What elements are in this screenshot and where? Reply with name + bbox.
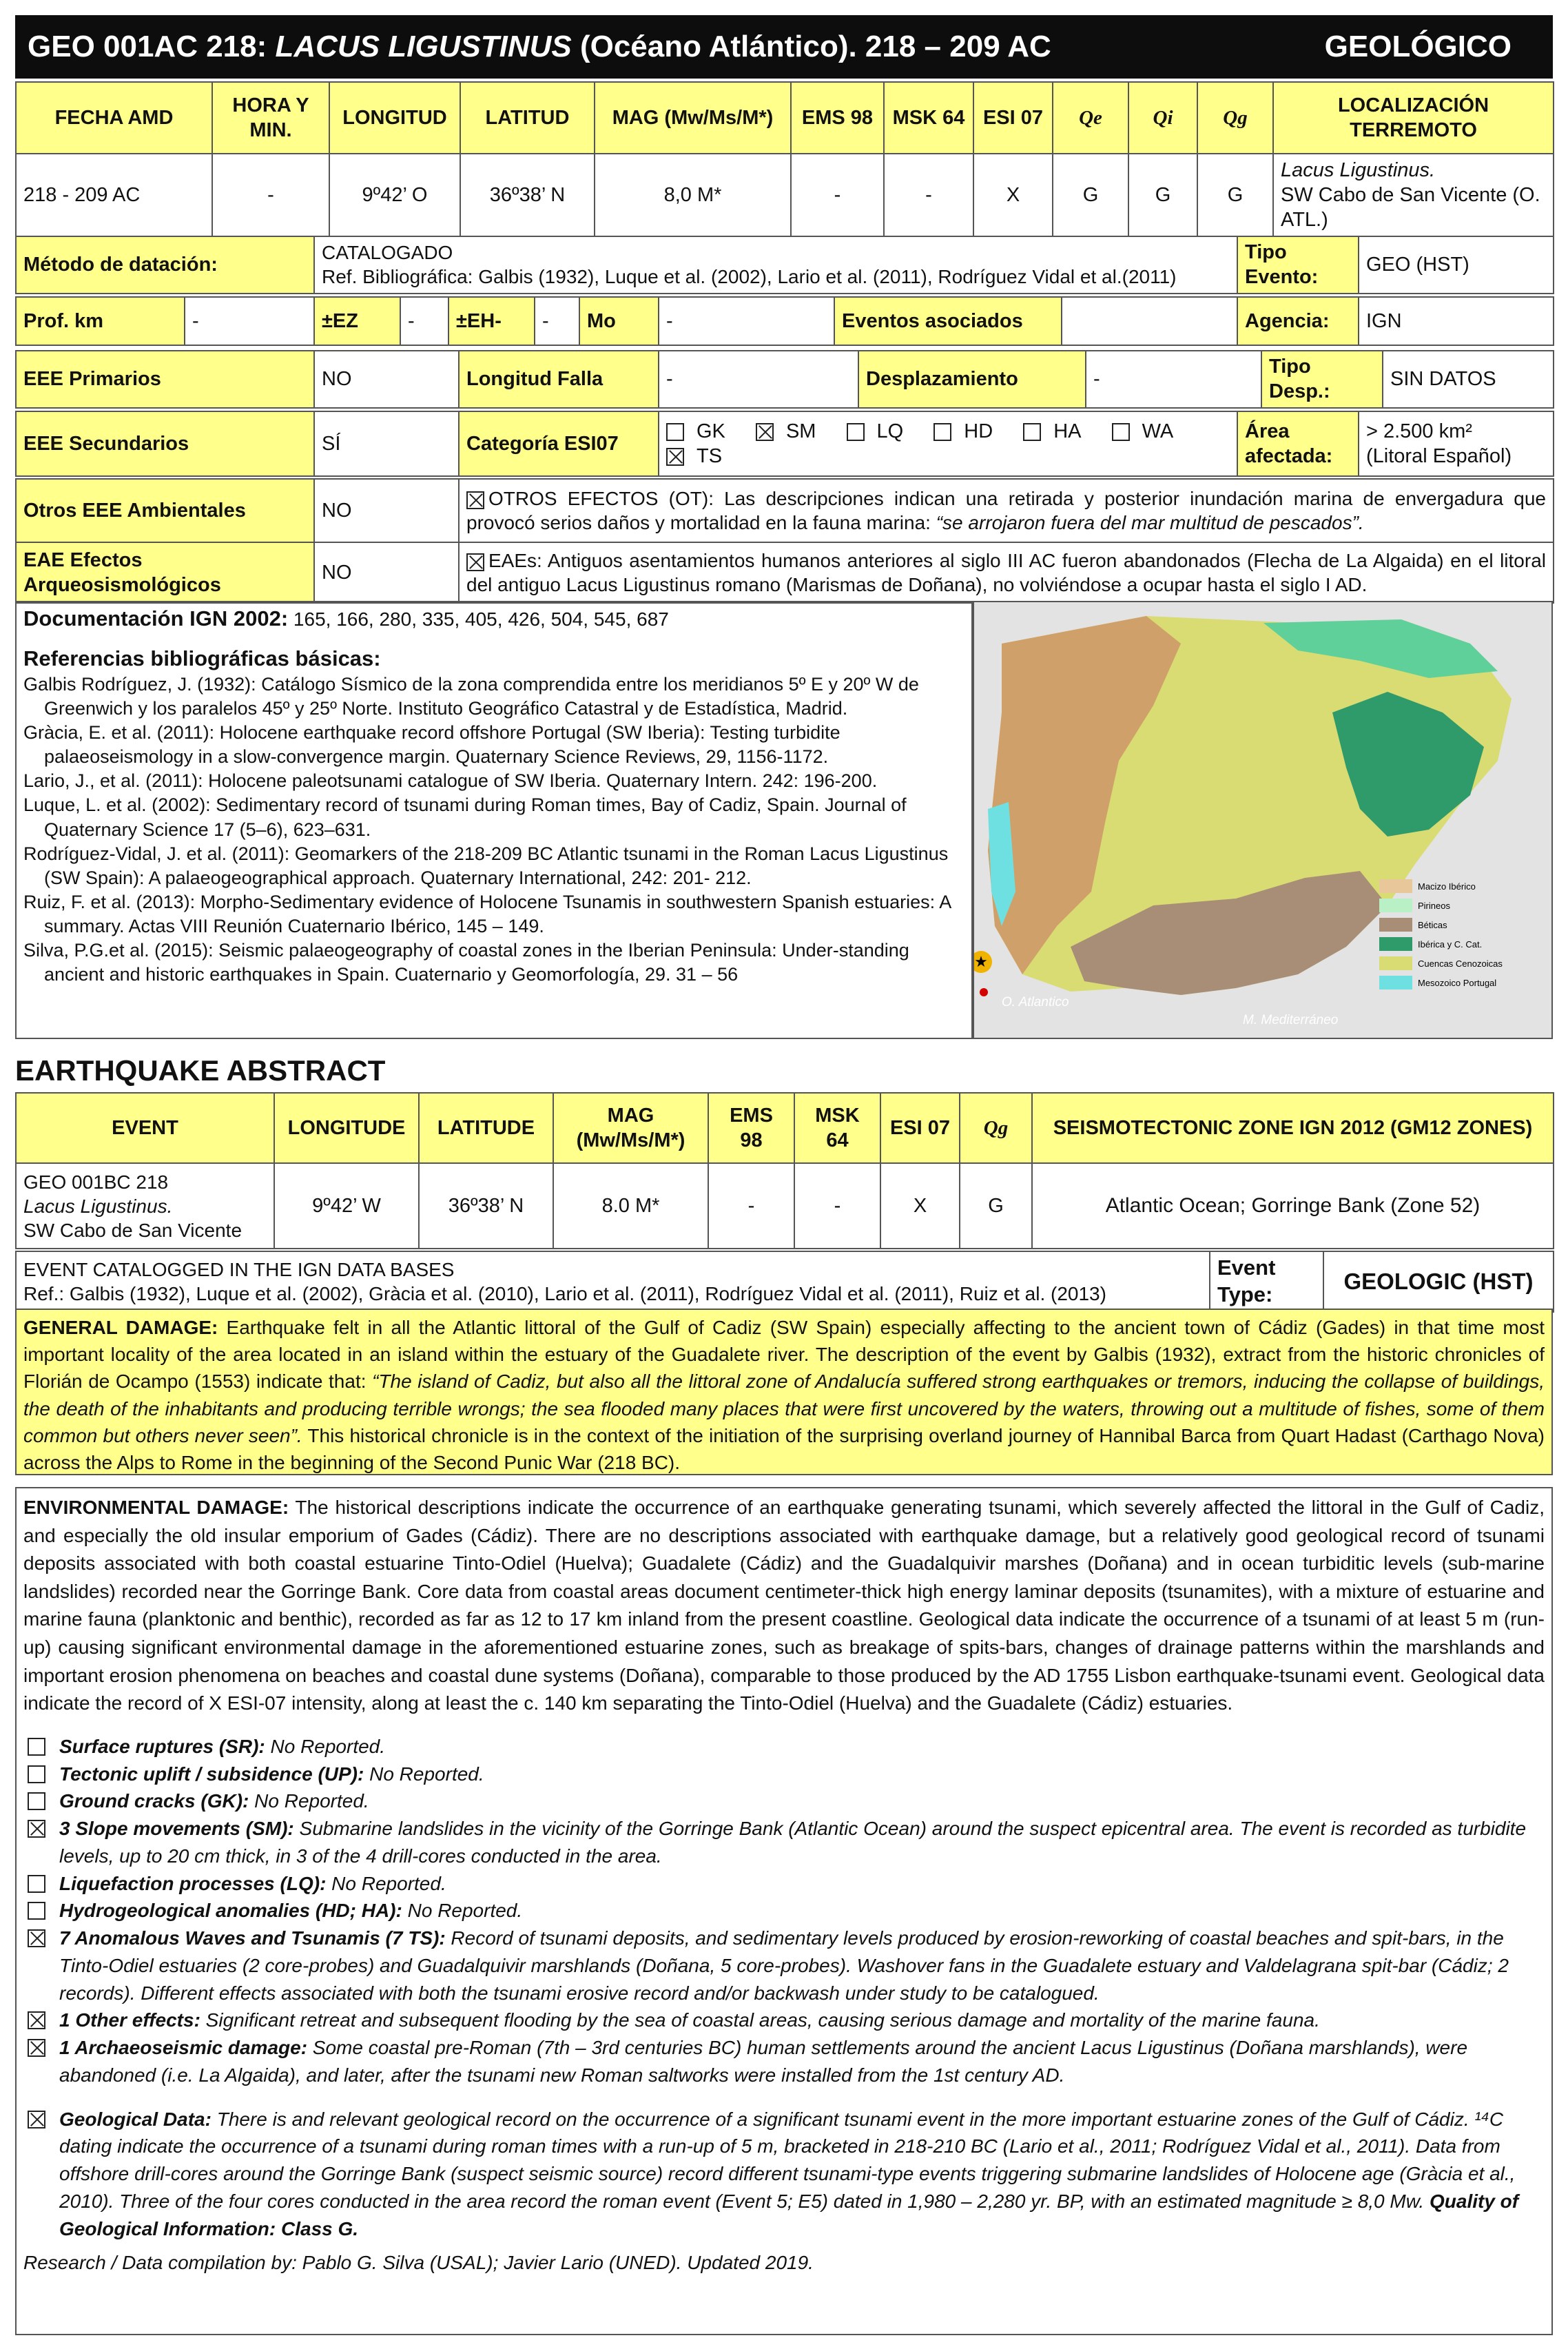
ez-label: ±EZ <box>314 297 400 345</box>
area-value <box>1359 411 1554 476</box>
effect-checkbox-icon <box>28 1792 45 1810</box>
eh-value: - <box>535 297 579 345</box>
dating-value-2: Ref. Bibliográfica: Galbis (1932), Luque et al. (2002), Lario et al. (2011), Rodríguez Vidal et al.(2011) <box>322 266 1177 288</box>
general-damage-label: GENERAL DAMAGE: <box>23 1317 218 1338</box>
cat-ts <box>666 445 734 467</box>
catalog-line-2: Ref.: Galbis (1932), Luque et al. (2002), Gràcia et al. (2010), Lario et al. (2011), Rodríguez Vidal et al. (2011), Ruiz et al. (2013) <box>23 1282 1106 1304</box>
cat-ha-label: HA <box>1053 420 1082 442</box>
effect-item <box>23 1787 1545 1815</box>
legend-label: Ibérica y C. Cat. <box>1418 939 1483 950</box>
header-qe: Qe <box>1053 82 1128 154</box>
effect-label: Ground cracks (GK): <box>59 1790 249 1812</box>
effect-checkbox-icon <box>28 1765 45 1783</box>
otros-quote: “se arrojaron fuera del mar multitud de pescados”. <box>936 512 1364 533</box>
primarios-label: EEE Primarios <box>16 351 314 408</box>
value-latitud: 36º38’ N <box>460 154 595 236</box>
geodata-quality: Quality of Geological Information: Class G. <box>59 2190 1519 2239</box>
sm-checkbox-icon <box>756 423 774 441</box>
eae-desc: EAEs: Antiguos asentamientos humanos anteriores al siglo III AC fueron abandonados (Flecha de La Algaida) en el litoral del antiguo Lacus Ligustinus romano (Marismas de Doñana), no volviéndose a ocupar hasta el siglo I AD. <box>466 550 1546 595</box>
general-damage <box>15 1309 1553 1475</box>
title-name: LACUS LIGUSTINUS <box>275 30 572 63</box>
legend-swatch <box>1379 956 1412 970</box>
header-hora: HORA Y MIN. <box>212 82 329 154</box>
cat-wa <box>1112 420 1186 442</box>
abs-event-loc: SW Cabo de San Vicente <box>23 1219 243 1241</box>
cat-sm <box>756 420 829 442</box>
geodata-text: There is and relevant geological record on the occurrence of a significant tsunami event in the more important estuarine zones of the Gulf of Cádiz. ¹⁴C dating indicate the occurrence of a tsunami during roman times with a run-up of 5 m, bracketed in 218-210 BC (Lario et al., 2011; Rodríguez Vidal et al., 2011). Data from offshore drill-cores around the Gorringe Bank (suspect seismic source) record different tsunami-type events triggering submarine landslides of Holocene age (Gràcia et al., 2010). Three of the four cores conducted in the area record the roman event (Event 5; E5) dated in 1,980 – 2,280 yr. BP, with an estimated magnitude ≥ 8,0 Mw. <box>59 2108 1516 2212</box>
abs-header-esi: ESI 07 <box>880 1093 960 1163</box>
documentacion-label: Documentación IGN 2002: <box>23 606 289 630</box>
effect-label: Surface ruptures (SR): <box>59 1735 265 1757</box>
general-damage-text-2: This historical chronicle is in the context of the initiation of the surprising overland journey of Hannibal Barca from Quart Hadast (Carthago Nova) across the Alps to Rome in the beginning of the Second Punic War (218 BC). <box>23 1424 1545 1473</box>
ref-item: Rodríguez-Vidal, J. et al. (2011): Geomarkers of the 218-209 BC Atlantic tsunami in the Roman Lacus Ligustinus (SW Spain): A palaeogeographical approach. Quaternary International, 242: 201- 212. <box>23 843 949 888</box>
value-qe: G <box>1053 154 1128 236</box>
abs-value-zone: Atlantic Ocean; Gorringe Bank (Zone 52) <box>1032 1163 1554 1249</box>
legend-label: Mesozoico Portugal <box>1418 978 1497 988</box>
value-qg: G <box>1197 154 1273 236</box>
effect-text: Submarine landslides in the vicinity of the Gorringe Bank (Atlantic Ocean) around the suspect epicentral area. The event is recorded as turbidite levels, up to 20 cm thick, in 3 of the 4 drill-cores conducted in the area. <box>59 1818 1527 1867</box>
eh-label: ±EH- <box>448 297 535 345</box>
credits-text: Pablo G. Silva (USAL); Javier Lario (UNED). Updated 2019. <box>296 2252 814 2274</box>
effect-item <box>23 2034 1545 2089</box>
general-damage-text-1: Earthquake felt in all the Atlantic littoral of the Gulf of Cadiz (SW Spain) especially affecting to the ancient town of Cádiz (Gades) in that time most important locality of the area located in an island within the estuary of the Guadalete river. The description of the event by Galbis (1932), extract from the historic chronicles of Florián de Ocampo (1553) indicate that: <box>23 1317 1545 1393</box>
dating-table <box>15 236 1554 294</box>
title-tag: GEOLÓGICO <box>1324 30 1512 63</box>
prof-table <box>15 296 1554 346</box>
eventos-asociados-label: Eventos asociados <box>834 297 1062 345</box>
prof-value: - <box>185 297 314 345</box>
effect-checkbox-icon <box>28 1902 45 1920</box>
header-qi: Qi <box>1128 82 1197 154</box>
cat-hd <box>933 420 1005 442</box>
abs-value-ems: - <box>708 1163 794 1249</box>
tipo-evento-label: Tipo Evento: <box>1237 236 1359 294</box>
ref-item: Ruiz, F. et al. (2013): Morpho-Sedimentary evidence of Holocene Tsunamis in southwestern Spanish estuaries: A summary. Actas VIII Reunión Cuaternario Ibérico, 145 – 149. <box>23 891 951 936</box>
ref-item: Luque, L. et al. (2002): Sedimentary record of tsunami during Roman times, Bay of Cadiz, Spain. Journal of Quaternary Science 17 (5–6), 623–631. <box>23 794 907 840</box>
cat-ha <box>1023 420 1093 442</box>
effect-text: No Reported. <box>326 1872 446 1894</box>
general-damage-quote: “The island of Cadiz, but also all the littoral zone of Andalucía suffered strong earthquakes or tremors, inducing the collapse of buildings, the death of the inhabitants and producing terrible wrongs; the sea flooded many places that were first uncovered by the waters, throwing out a multitude of fishes, some of them common but others never seen”. <box>23 1371 1545 1446</box>
map-svg <box>974 602 1551 1038</box>
effect-item <box>23 2007 1545 2034</box>
dating-value <box>314 236 1237 294</box>
secundarios-label: EEE Secundarios <box>16 411 314 476</box>
effect-checkbox-icon <box>28 2039 45 2057</box>
tipo-evento-value: GEO (HST) <box>1359 236 1554 294</box>
effect-checkbox-icon <box>28 1820 45 1838</box>
effect-checkbox-icon <box>28 2011 45 2029</box>
header-qg: Qg <box>1197 82 1273 154</box>
abs-header-zone: SEISMOTECTONIC ZONE IGN 2012 (GM12 ZONES) <box>1032 1093 1554 1163</box>
value-fecha: 218 - 209 AC <box>16 154 212 236</box>
abs-header-msk: MSK 64 <box>794 1093 880 1163</box>
legend-label: Béticas <box>1418 920 1447 930</box>
abs-value-msk: - <box>794 1163 880 1249</box>
tipo-desp-value: SIN DATOS <box>1383 351 1554 408</box>
effect-text: No Reported. <box>265 1735 386 1757</box>
value-mag: 8,0 M* <box>595 154 791 236</box>
legend-swatch <box>1379 976 1412 989</box>
ez-value: - <box>400 297 448 345</box>
effect-text: Significant retreat and subsequent flooding by the sea of coastal areas, causing serious damage and mortality of the marine fauna. <box>200 2009 1320 2031</box>
star-icon: ★ <box>974 953 988 970</box>
loc-name: Lacus Ligustinus. <box>1281 158 1436 181</box>
legend-swatch <box>1379 918 1412 932</box>
effect-label: 1 Archaeoseismic damage: <box>59 2037 308 2058</box>
eventos-asociados-value <box>1062 297 1237 345</box>
loc-rest: SW Cabo de San Vicente (O. ATL.) <box>1281 183 1540 232</box>
cat-ts-label: TS <box>697 445 723 467</box>
mo-value: - <box>659 297 834 345</box>
effect-label: Hydrogeological anomalies (HD; HA): <box>59 1900 402 1922</box>
otros-value: NO <box>314 479 459 542</box>
abs-value-event <box>16 1163 274 1249</box>
header-localizacion: LOCALIZACIÓN TERREMOTO <box>1273 82 1554 154</box>
otros-checkbox-icon <box>466 491 484 509</box>
title-bar <box>15 15 1553 79</box>
ref-item: Gràcia, E. et al. (2011): Holocene earthquake record offshore Portugal (SW Iberia): Testing turbidite palaeoseismology in a slow-convergence margin. Quaternary Science Reviews, 29, 1156-1172. <box>23 722 840 768</box>
cat-sm-label: SM <box>785 420 816 442</box>
eae-text <box>459 542 1554 603</box>
cat-gk-label: GK <box>697 420 725 442</box>
credits <box>23 2252 1545 2274</box>
environmental-section <box>15 1487 1553 2335</box>
longitud-falla-value: - <box>659 351 858 408</box>
abs-event-name: Lacus Ligustinus. <box>23 1195 173 1217</box>
ref-item: Lario, J., et al. (2011): Holocene paleotsunami catalogue of SW Iberia. Quaternary Intern. 242: 196-200. <box>23 770 878 792</box>
tipo-desp-label: Tipo Desp.: <box>1261 351 1383 408</box>
event-type-value: GEOLOGIC (HST) <box>1323 1251 1554 1312</box>
legend-swatch <box>1379 937 1412 951</box>
ref-item: Silva, P.G.et al. (2015): Seismic palaeogeography of coastal zones in the Iberian Peninsula: Under-standing ancient and historic earthquakes in Spain. Cuaternario y Geomorfología, 29. 31 – 56 <box>23 940 909 985</box>
catalog-text <box>16 1251 1210 1312</box>
legend-swatch <box>1379 879 1412 893</box>
effect-text: Record of tsunami deposits, and sedimentary levels produced by erosion-reworking of coastal beaches and spit-bars, in the Tinto-Odiel estuaries (2 core-probes) and Guadalquivir marshlands (Doñana, 5 core-probes). Washover fans in the Guadalete estuary and Valdelagrana spit-bar (Cádiz; 2 records). Different effects associated with both the tsunami erosive record and/or backwash under study to be catalogued. <box>59 1927 1509 2004</box>
abs-header-mag: MAG (Mw/Ms/M*) <box>553 1093 708 1163</box>
area-value-2: (Litoral Español) <box>1366 445 1512 467</box>
summary-table <box>15 81 1554 237</box>
abs-header-latitude: LATITUDE <box>419 1093 553 1163</box>
abs-event-code: GEO 001BC 218 <box>23 1171 169 1193</box>
effect-item <box>23 1815 1545 1870</box>
primarios-table <box>15 350 1554 409</box>
value-qi: G <box>1128 154 1197 236</box>
effect-text: No Reported. <box>402 1900 523 1922</box>
eae-checkbox-icon <box>466 553 484 571</box>
value-esi: X <box>973 154 1053 236</box>
dating-label: Método de datación: <box>16 236 314 294</box>
effect-text: No Reported. <box>364 1763 484 1785</box>
iberia-geology-map <box>973 601 1553 1039</box>
effect-label: 1 Other effects: <box>59 2009 200 2031</box>
abs-value-longitude: 9º42’ W <box>274 1163 419 1249</box>
value-hora: - <box>212 154 329 236</box>
desplazamiento-value: - <box>1086 351 1261 408</box>
eae-label: EAE Efectos Arqueosismológicos <box>16 542 314 603</box>
effect-label: 3 Slope movements (SM): <box>59 1818 294 1839</box>
ha-checkbox-icon <box>1023 423 1041 441</box>
legend-label: Cuencas Cenozoicas <box>1418 958 1503 969</box>
agencia-value: IGN <box>1359 297 1554 345</box>
environmental-damage <box>23 1494 1545 1718</box>
esi-categories <box>659 411 1237 476</box>
references-section <box>15 601 973 1039</box>
longitud-falla-label: Longitud Falla <box>459 351 659 408</box>
header-ems: EMS 98 <box>791 82 884 154</box>
lq-checkbox-icon <box>847 423 865 441</box>
legend-label: Pirineos <box>1418 901 1450 911</box>
value-ems: - <box>791 154 884 236</box>
abs-value-latitude: 36º38’ N <box>419 1163 553 1249</box>
geodata-label: Geological Data: <box>59 2108 212 2130</box>
ts-checkbox-icon <box>666 448 684 466</box>
effect-item <box>23 1733 1545 1761</box>
abstract-table <box>15 1092 1554 1249</box>
area-label: Área afectada: <box>1237 411 1359 476</box>
title-prefix: GEO 001AC 218: <box>28 30 276 63</box>
title-suffix: (Océano Atlántico). 218 – 209 AC <box>571 30 1051 63</box>
area-value-1: > 2.500 km² <box>1366 420 1472 442</box>
effect-checkbox-icon <box>28 1875 45 1893</box>
desplazamiento-label: Desplazamiento <box>858 351 1086 408</box>
effects-list <box>23 1733 1545 2243</box>
header-msk: MSK 64 <box>884 82 973 154</box>
documentacion-value: 165, 166, 280, 335, 405, 426, 504, 545, 687 <box>288 608 669 630</box>
abs-header-event: EVENT <box>16 1093 274 1163</box>
credits-label: Research / Data compilation by: <box>23 2252 297 2274</box>
value-longitud: 9º42’ O <box>329 154 460 236</box>
otros-table <box>15 478 1554 604</box>
value-localizacion <box>1273 154 1554 236</box>
abs-value-esi: X <box>880 1163 960 1249</box>
effect-text: Some coastal pre-Roman (7th – 3rd centuries BC) human settlements around the ancient Lacus Ligustinus (Doñana marshlands), were abandoned (i.e. La Algaida), and later, after the tsunami new Roman saltworks were installed from the 1st century AD. <box>59 2037 1468 2086</box>
mo-label: Mo <box>579 297 659 345</box>
cat-hd-label: HD <box>964 420 993 442</box>
secundarios-table <box>15 411 1554 477</box>
cat-lq-label: LQ <box>876 420 904 442</box>
header-fecha: FECHA AMD <box>16 82 212 154</box>
wa-checkbox-icon <box>1112 423 1130 441</box>
abs-value-qg: G <box>960 1163 1032 1249</box>
cat-gk <box>666 420 738 442</box>
ref-item: Galbis Rodríguez, J. (1932): Catálogo Sísmico de la zona comprendida entre los meridianos 5º E y 20º W de Greenwich y los paralelos 45º y 25º Norte. Instituto Geográfico Catastral y de Estadística, Madrid. <box>23 674 919 719</box>
effect-label: Liquefaction processes (LQ): <box>59 1872 327 1894</box>
dating-value-1: CATALOGADO <box>322 242 453 264</box>
legend-label: Macizo Ibérico <box>1418 881 1476 892</box>
documentacion <box>23 606 964 631</box>
header-esi: ESI 07 <box>973 82 1053 154</box>
geological-data <box>23 2106 1545 2243</box>
refs-title: Referencias bibliográficas básicas: <box>23 646 381 670</box>
effect-label: Tectonic uplift / subsidence (UP): <box>59 1763 364 1785</box>
abstract-title: EARTHQUAKE ABSTRACT <box>15 1054 386 1087</box>
otros-label: Otros EEE Ambientales <box>16 479 314 542</box>
catalog-table <box>15 1251 1554 1313</box>
secundarios-value: SÍ <box>314 411 459 476</box>
refs-list <box>23 673 964 987</box>
eae-value: NO <box>314 542 459 603</box>
effect-checkbox-icon <box>28 1738 45 1756</box>
cat-wa-label: WA <box>1142 420 1174 442</box>
environmental-text: The historical descriptions indicate the occurrence of an earthquake generating tsunami, which severely affected the littoral in the Gulf of Cadiz, and especially the old insular emporium of Gades (Cádiz). There are no descriptions associated with earthquake damage, but a relatively good geological record of tsunami deposits associated with both coastal estuarine Tinto-Odiel (Huelva); Guadalete (Cádiz) and the Guadalquivir marshes (Doñana) and in ocean turbiditic levels (sub-marine landslides) recorded near the Gorringe Bank. Core data from coastal areas document centimeter-thick high energy laminar deposits (tsunamites), with a mixture of estuarine and marine fauna (planktonic and benthic), recorded as far as 12 to 17 km inland from the present coastline. Geological data indicate the occurrence of a tsunami of at least 5 m (run-up) causing significant environmental damage in the aforementioned estuarine zones, such as breakage of spits-bars, changes of drainage patterns within the marshlands and important erosion phenomena on beaches and coastal dune systems (Doñana), comparable to those produced by the AD 1755 Lisbon earthquake-tsunami event. Geological data indicate the record of X ESI-07 intensity, along at least the c. 140 km separating the Tinto-Odiel (Huelva) and the Guadalete (Cádiz) estuaries. <box>23 1497 1545 1714</box>
abs-header-longitude: LONGITUDE <box>274 1093 419 1163</box>
value-msk: - <box>884 154 973 236</box>
categoria-esi-label: Categoría ESI07 <box>459 411 659 476</box>
effect-label: 7 Anomalous Waves and Tsunamis (7 TS): <box>59 1927 446 1949</box>
effect-item <box>23 1925 1545 2007</box>
prof-label: Prof. km <box>16 297 185 345</box>
environmental-label: ENVIRONMENTAL DAMAGE: <box>23 1497 289 1518</box>
abs-header-qg: Qg <box>960 1093 1032 1163</box>
otros-desc: OTROS EFECTOS (OT): Las descripciones indican una retirada y posterior inundación marina de envergadura que provocó serios daños y mortalidad en la fauna marina: <box>466 488 1546 533</box>
primarios-value: NO <box>314 351 459 408</box>
catalog-line-1: EVENT CATALOGGED IN THE IGN DATA BASES <box>23 1258 455 1280</box>
hd-checkbox-icon <box>933 423 951 441</box>
effect-item <box>23 1870 1545 1898</box>
cat-lq <box>847 420 916 442</box>
map-label-mediterranean: M. Mediterráneo <box>1243 1013 1339 1027</box>
legend-swatch <box>1379 899 1412 912</box>
location-dot-icon <box>980 988 988 996</box>
otros-text <box>459 479 1554 542</box>
abs-value-mag: 8.0 M* <box>553 1163 708 1249</box>
geodata-checkbox-icon <box>28 2111 45 2129</box>
map-label-atlantic: O. Atlantico <box>1002 995 1069 1009</box>
effect-checkbox-icon <box>28 1929 45 1947</box>
header-latitud: LATITUD <box>460 82 595 154</box>
effect-text: No Reported. <box>249 1790 369 1812</box>
effect-item <box>23 1761 1545 1788</box>
agencia-label: Agencia: <box>1237 297 1359 345</box>
event-type-label: Event Type: <box>1210 1251 1323 1312</box>
effect-item <box>23 1897 1545 1925</box>
gk-checkbox-icon <box>666 423 684 441</box>
header-longitud: LONGITUD <box>329 82 460 154</box>
header-mag: MAG (Mw/Ms/M*) <box>595 82 791 154</box>
abs-header-ems: EMS 98 <box>708 1093 794 1163</box>
